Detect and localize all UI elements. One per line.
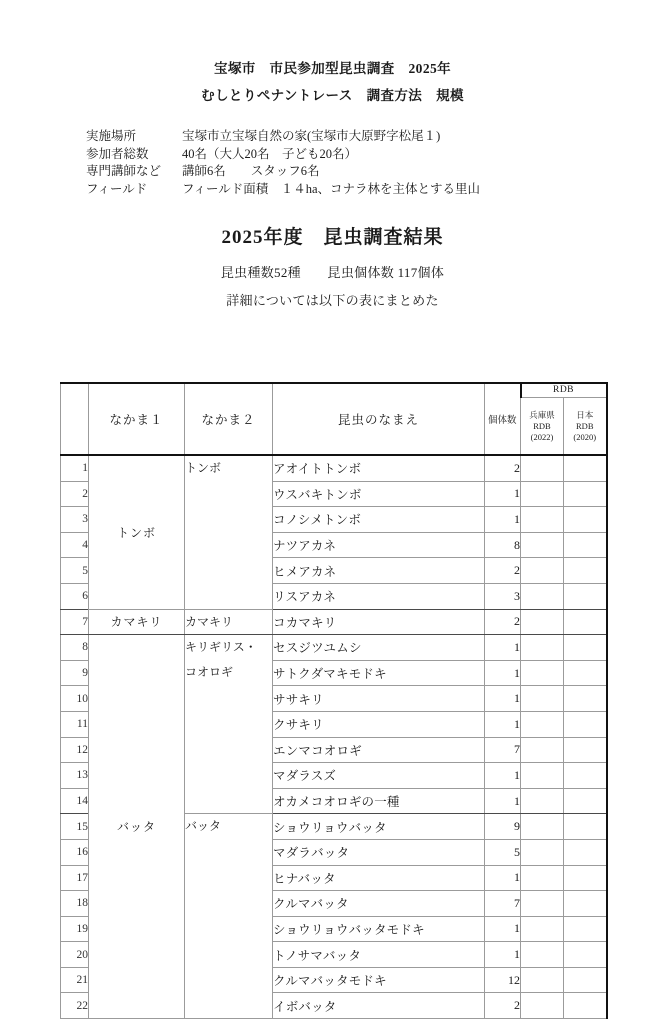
- cell-rdb-japan: [564, 635, 607, 661]
- cell-group2: トンボ: [185, 455, 273, 609]
- cell-rdb-hyogo: [521, 635, 564, 661]
- cell-rdb-japan: [564, 865, 607, 891]
- cell-rdb-japan: [564, 558, 607, 584]
- header-group1: なかま１: [89, 383, 185, 455]
- cell-row-number: 17: [61, 865, 89, 891]
- cell-count: 1: [485, 763, 521, 789]
- info-row: [86, 163, 665, 181]
- info-row: [86, 146, 665, 164]
- cell-group1: カマキリ: [89, 609, 185, 635]
- cell-row-number: 22: [61, 993, 89, 1019]
- cell-count: 8: [485, 532, 521, 558]
- table-body: [61, 455, 607, 1019]
- table-row: [61, 609, 607, 635]
- cell-insect-name: クルマバッタ: [273, 891, 485, 917]
- cell-rdb-japan: [564, 839, 607, 865]
- cell-group1: トンボ: [89, 455, 185, 609]
- cell-insect-name: ヒメアカネ: [273, 558, 485, 584]
- document-page: [0, 61, 665, 1014]
- cell-count: 9: [485, 814, 521, 840]
- cell-row-number: 4: [61, 532, 89, 558]
- cell-insect-name: マダラスズ: [273, 763, 485, 789]
- cell-insect-name: ショウリョウバッタ: [273, 814, 485, 840]
- cell-insect-name: イボバッタ: [273, 993, 485, 1019]
- cell-count: 12: [485, 967, 521, 993]
- info-label: フィールド: [86, 181, 148, 196]
- cell-insect-name: ナツアカネ: [273, 532, 485, 558]
- header-rdb-japan: [564, 398, 607, 456]
- cell-rdb-hyogo: [521, 788, 564, 814]
- cell-row-number: 16: [61, 839, 89, 865]
- cell-row-number: 21: [61, 967, 89, 993]
- survey-table-container: [60, 382, 606, 1019]
- cell-rdb-japan: [564, 455, 607, 481]
- header-rdb-hyogo: [521, 398, 564, 456]
- cell-count: 1: [485, 660, 521, 686]
- cell-row-number: 6: [61, 583, 89, 609]
- cell-insect-name: クルマバッタモドキ: [273, 967, 485, 993]
- cell-count: 1: [485, 942, 521, 968]
- cell-insect-name: サトクダマキモドキ: [273, 660, 485, 686]
- cell-rdb-japan: [564, 481, 607, 507]
- cell-rdb-hyogo: [521, 942, 564, 968]
- table-header: [61, 383, 607, 455]
- header-row-rdb-span: [61, 383, 607, 398]
- document-title-line2: むしとりペナントレース 調査方法 規模: [201, 87, 464, 103]
- header-count: 個体数: [485, 383, 521, 455]
- cell-rdb-japan: [564, 891, 607, 917]
- cell-rdb-japan: [564, 583, 607, 609]
- cell-rdb-japan: [564, 507, 607, 533]
- cell-row-number: 19: [61, 916, 89, 942]
- cell-row-number: 2: [61, 481, 89, 507]
- cell-rdb-hyogo: [521, 609, 564, 635]
- cell-rdb-hyogo: [521, 916, 564, 942]
- cell-group2: バッタ: [185, 814, 273, 1019]
- info-label: 参加者総数: [86, 146, 149, 161]
- cell-insect-name: コカマキリ: [273, 609, 485, 635]
- cell-row-number: 12: [61, 737, 89, 763]
- cell-insect-name: ショウリョウバッタモドキ: [273, 916, 485, 942]
- info-value: 40名（大人20名 子ども20名）: [182, 146, 358, 161]
- header-rdb-hyogo-line3: (2022): [530, 431, 554, 442]
- cell-rdb-hyogo: [521, 583, 564, 609]
- cell-rdb-japan: [564, 814, 607, 840]
- header-group2: なかま２: [185, 383, 273, 455]
- cell-rdb-hyogo: [521, 737, 564, 763]
- cell-insect-name: エンマコオロギ: [273, 737, 485, 763]
- cell-insect-name: ウスバキトンボ: [273, 481, 485, 507]
- cell-count: 5: [485, 839, 521, 865]
- cell-row-number: 7: [61, 609, 89, 635]
- cell-rdb-japan: [564, 686, 607, 712]
- cell-insect-name: セスジツユムシ: [273, 635, 485, 661]
- info-row: [86, 181, 665, 199]
- header-rdb-hyogo-line1: 兵庫県: [529, 409, 555, 420]
- cell-row-number: 9: [61, 660, 89, 686]
- cell-count: 2: [485, 609, 521, 635]
- cell-count: 1: [485, 865, 521, 891]
- cell-row-number: 11: [61, 711, 89, 737]
- cell-rdb-japan: [564, 711, 607, 737]
- info-value: 宝塚市立宝塚自然の家(宝塚市大原野字松尾１): [182, 129, 441, 143]
- info-label: 実施場所: [86, 129, 137, 143]
- table-row: [61, 455, 607, 481]
- header-rdb-japan-line2: RDB: [576, 420, 594, 431]
- results-summary-counts: 昆虫種数52種 昆虫個体数 117個体: [220, 265, 445, 280]
- cell-count: 2: [485, 993, 521, 1019]
- cell-rdb-japan: [564, 763, 607, 789]
- cell-insect-name: トノサマバッタ: [273, 942, 485, 968]
- header-rdb-span: RDB: [521, 383, 607, 398]
- cell-insect-name: クサキリ: [273, 711, 485, 737]
- cell-count: 1: [485, 635, 521, 661]
- cell-rdb-hyogo: [521, 993, 564, 1019]
- cell-rdb-japan: [564, 993, 607, 1019]
- cell-insect-name: リスアカネ: [273, 583, 485, 609]
- cell-count: 7: [485, 891, 521, 917]
- cell-row-number: 20: [61, 942, 89, 968]
- cell-rdb-hyogo: [521, 967, 564, 993]
- cell-rdb-hyogo: [521, 891, 564, 917]
- cell-rdb-hyogo: [521, 763, 564, 789]
- cell-group1: バッタ: [89, 635, 185, 1019]
- cell-count: 1: [485, 481, 521, 507]
- cell-count: 1: [485, 711, 521, 737]
- cell-insect-name: マダラバッタ: [273, 839, 485, 865]
- cell-rdb-japan: [564, 788, 607, 814]
- cell-group2: [185, 635, 273, 814]
- cell-rdb-japan: [564, 942, 607, 968]
- cell-row-number: 15: [61, 814, 89, 840]
- cell-count: 1: [485, 788, 521, 814]
- cell-rdb-hyogo: [521, 711, 564, 737]
- header-rdb-japan-line3: (2020): [573, 431, 597, 442]
- cell-row-number: 10: [61, 686, 89, 712]
- cell-group2-line2: コオロギ: [185, 664, 234, 679]
- cell-rdb-japan: [564, 737, 607, 763]
- header-row-number: [61, 383, 89, 455]
- header-rdb-japan-line1: 日本: [576, 409, 594, 420]
- info-value: 講師6名 スタッフ6名: [182, 164, 320, 178]
- cell-count: 7: [485, 737, 521, 763]
- cell-group2-line1: キリギリス・: [185, 640, 257, 655]
- cell-rdb-japan: [564, 609, 607, 635]
- cell-rdb-hyogo: [521, 865, 564, 891]
- cell-insect-name: ササキリ: [273, 686, 485, 712]
- cell-count: 1: [485, 686, 521, 712]
- cell-row-number: 1: [61, 455, 89, 481]
- info-label: 専門講師など: [86, 164, 162, 178]
- cell-group2: カマキリ: [185, 609, 273, 635]
- cell-rdb-hyogo: [521, 532, 564, 558]
- cell-row-number: 14: [61, 788, 89, 814]
- header-insect-name: 昆虫のなまえ: [273, 383, 485, 455]
- survey-info-block: [0, 128, 665, 198]
- cell-count: 2: [485, 455, 521, 481]
- cell-count: 1: [485, 916, 521, 942]
- info-value: フィールド面積 １４ha、コナラ林を主体とする里山: [182, 181, 481, 196]
- insect-survey-table: [60, 382, 608, 1019]
- cell-rdb-japan: [564, 660, 607, 686]
- cell-rdb-hyogo: [521, 686, 564, 712]
- cell-rdb-hyogo: [521, 507, 564, 533]
- cell-row-number: 8: [61, 635, 89, 661]
- cell-row-number: 3: [61, 507, 89, 533]
- cell-count: 1: [485, 507, 521, 533]
- cell-rdb-japan: [564, 916, 607, 942]
- document-title-line1: 宝塚市 市民参加型昆虫調査 2025年: [213, 61, 452, 76]
- table-row: [61, 635, 607, 661]
- results-summary-note: 詳細については以下の表にまとめた: [226, 293, 439, 308]
- cell-rdb-hyogo: [521, 660, 564, 686]
- info-row: [86, 128, 665, 146]
- cell-rdb-hyogo: [521, 558, 564, 584]
- cell-rdb-hyogo: [521, 481, 564, 507]
- header-rdb-hyogo-line2: RDB: [533, 420, 551, 431]
- cell-row-number: 13: [61, 763, 89, 789]
- cell-rdb-japan: [564, 967, 607, 993]
- cell-row-number: 5: [61, 558, 89, 584]
- results-heading: 2025年度 昆虫調査結果: [221, 227, 444, 248]
- cell-insect-name: オカメコオロギの一種: [273, 788, 485, 814]
- cell-insect-name: コノシメトンボ: [273, 507, 485, 533]
- cell-insect-name: ヒナバッタ: [273, 865, 485, 891]
- cell-rdb-hyogo: [521, 455, 564, 481]
- cell-count: 2: [485, 558, 521, 584]
- cell-rdb-hyogo: [521, 814, 564, 840]
- cell-rdb-hyogo: [521, 839, 564, 865]
- cell-insect-name: アオイトトンボ: [273, 455, 485, 481]
- cell-row-number: 18: [61, 891, 89, 917]
- cell-count: 3: [485, 583, 521, 609]
- cell-rdb-japan: [564, 532, 607, 558]
